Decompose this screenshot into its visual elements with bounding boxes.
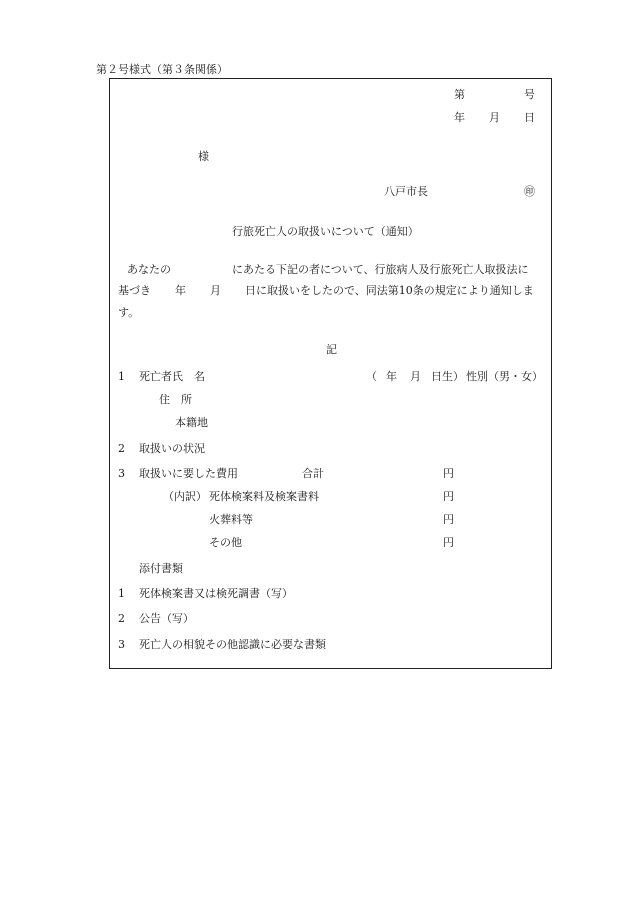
body-line2-year: 年	[175, 284, 186, 297]
item1-number: 1	[118, 370, 125, 383]
deceased-name-label: 死亡者氏 名	[139, 370, 205, 383]
breakdown-label: （内訳）	[163, 490, 207, 503]
body-line2-start: 基づき	[118, 284, 151, 297]
attachment-number: 1	[118, 587, 125, 600]
form-number: 第２号様式（第３条関係）	[96, 63, 228, 76]
item3-number: 3	[118, 467, 125, 480]
total-label: 合計	[302, 467, 324, 480]
address-label: 住 所	[159, 393, 192, 406]
attachment-item: 死亡人の相貌その他認識に必要な書類	[139, 638, 326, 651]
item2-number: 2	[118, 442, 125, 455]
attachment-number: 3	[118, 638, 125, 651]
doc-title: 行旅死亡人の取扱いについて（通知）	[232, 225, 419, 238]
cost-row-label: 死体検案料及検案書料	[209, 490, 319, 503]
cost-row-yen: 円	[443, 513, 454, 526]
cost-row-yen: 円	[443, 490, 454, 503]
cost-row-yen: 円	[443, 536, 454, 549]
cost-row-label: その他	[209, 536, 242, 549]
doc-number-prefix: 第	[454, 88, 465, 101]
addressee-honorific: 様	[198, 150, 209, 163]
birth-open-paren: （	[366, 370, 377, 383]
sender-title: 八戸市長	[384, 185, 428, 198]
birth-year: 年	[386, 370, 397, 383]
domicile-label: 本籍地	[175, 416, 208, 429]
birth-day: 日生）	[431, 370, 464, 383]
birth-month: 月	[410, 370, 421, 383]
date-day: 日	[524, 111, 535, 124]
date-month: 月	[489, 111, 500, 124]
handling-cost-label: 取扱いに要した費用	[139, 467, 238, 480]
doc-number-suffix: 号	[524, 88, 535, 101]
attachment-item: 死体検案書又は検死調書（写）	[139, 587, 293, 600]
body-line2-rest: 日に取扱いをしたので、同法第10条の規定により通知しま	[245, 284, 534, 297]
seal-mark: ㊞	[524, 185, 535, 198]
handling-status-label: 取扱いの状況	[139, 442, 205, 455]
total-yen: 円	[443, 467, 454, 480]
cost-row-label: 火葬料等	[209, 513, 253, 526]
attachments-heading: 添付書類	[139, 562, 183, 575]
attachment-item: 公告（写）	[139, 612, 194, 625]
body-line1-rest: にあたる下記の者について、行旅病人及行旅死亡人取扱法に	[232, 263, 529, 276]
body-line1-start: あなたの	[127, 263, 171, 276]
body-line2-month: 月	[210, 284, 221, 297]
attachment-number: 2	[118, 612, 125, 625]
date-year: 年	[454, 111, 465, 124]
ki-heading: 記	[326, 343, 337, 356]
body-line3: す。	[118, 306, 140, 319]
gender-field: 性別（男・女）	[466, 370, 543, 383]
